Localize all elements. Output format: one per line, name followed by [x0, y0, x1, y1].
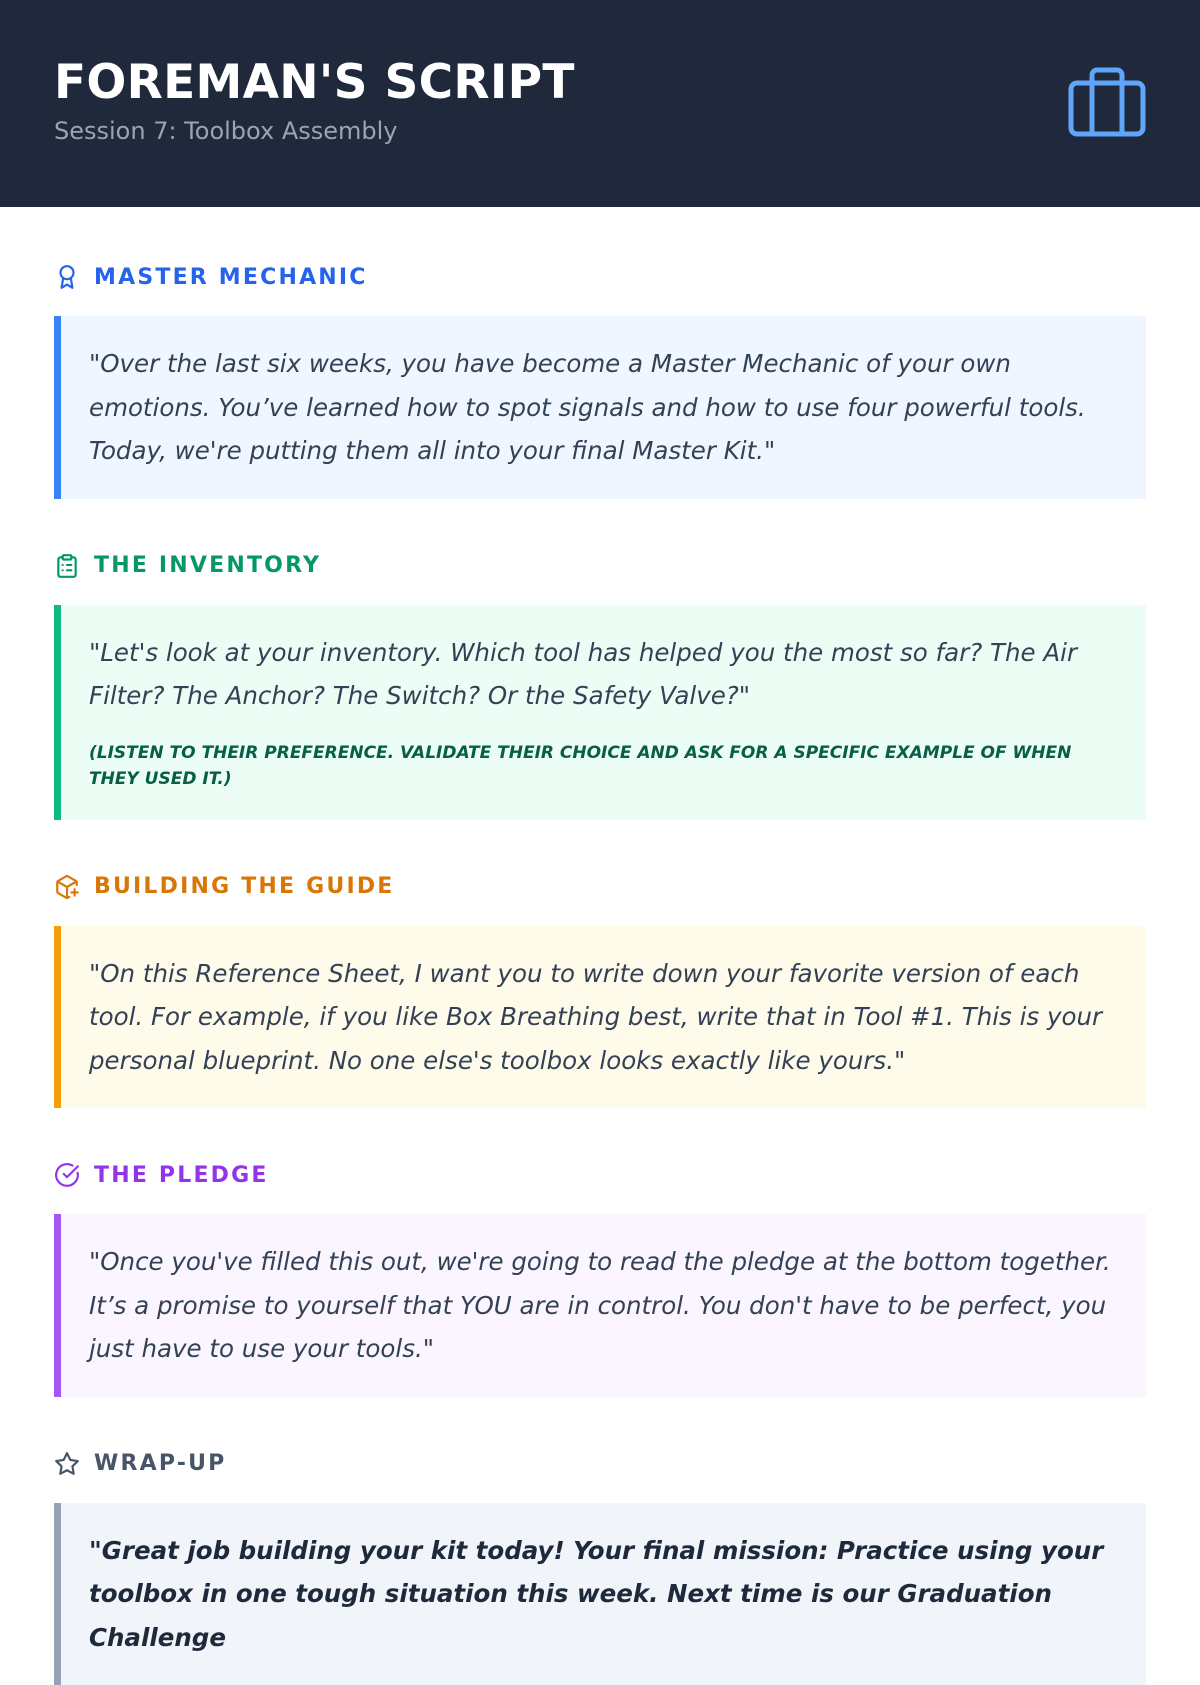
script-quote: "Once you've filled this out, we're going to read the pledge at the bottom together. It’s a promise to yourself that YOU are in control. You don't have to be perfect, you just have to use your tools."	[89, 1240, 1118, 1371]
page-subtitle: Session 7: Toolbox Assembly	[54, 116, 1146, 146]
script-quote: "Great job building your kit today! Your final mission: Practice using your toolbox in one tough situation this week. Next time is our Graduation Challenge	[89, 1529, 1118, 1660]
clipboard-list-icon	[54, 553, 80, 579]
section-master-mechanic	[54, 262, 1146, 499]
section-heading	[54, 1160, 1146, 1190]
section-heading-label: BUILDING THE GUIDE	[94, 874, 395, 899]
script-card	[54, 1214, 1146, 1397]
script-card	[54, 926, 1146, 1109]
award-icon	[54, 264, 80, 290]
check-circle-icon	[54, 1162, 80, 1188]
script-quote: "Let's look at your inventory. Which tool has helped you the most so far? The Air Filter? The Anchor? The Switch? Or the Safety Valve?"	[89, 631, 1118, 718]
toolbox-icon	[1068, 66, 1146, 138]
facilitator-note: (LISTEN TO THEIR PREFERENCE. VALIDATE THEIR CHOICE AND ASK FOR A SPECIFIC EXAMPLE OF WHEN THEY USED IT.)	[89, 740, 1118, 792]
section-wrap-up	[54, 1449, 1146, 1685]
section-heading-label: WRAP-UP	[94, 1451, 227, 1476]
section-the-pledge	[54, 1160, 1146, 1397]
section-heading-label: MASTER MECHANIC	[94, 265, 368, 290]
section-heading-label: THE PLEDGE	[94, 1163, 269, 1188]
page-header	[0, 0, 1200, 207]
section-heading	[54, 872, 1146, 902]
script-content	[0, 207, 1200, 1685]
star-icon	[54, 1451, 80, 1477]
section-building-the-guide	[54, 872, 1146, 1109]
script-card	[54, 1503, 1146, 1685]
section-heading	[54, 551, 1146, 581]
section-the-inventory	[54, 551, 1146, 820]
section-heading	[54, 262, 1146, 292]
section-heading-label: THE INVENTORY	[94, 553, 321, 578]
script-quote: "On this Reference Sheet, I want you to write down your favorite version of each tool. For example, if you like Box Breathing best, write that in Tool #1. This is your personal blueprint. No one else's toolbox looks exactly like yours."	[89, 952, 1118, 1083]
script-quote: "Over the last six weeks, you have become a Master Mechanic of your own emotions. You’ve learned how to spot signals and how to use four powerful tools. Today, we're putting them all into your final Master Kit."	[89, 342, 1118, 473]
package-plus-icon	[54, 874, 80, 900]
script-card	[54, 605, 1146, 820]
section-heading	[54, 1449, 1146, 1479]
script-card	[54, 316, 1146, 499]
page-title: FOREMAN'S SCRIPT	[54, 54, 1146, 112]
